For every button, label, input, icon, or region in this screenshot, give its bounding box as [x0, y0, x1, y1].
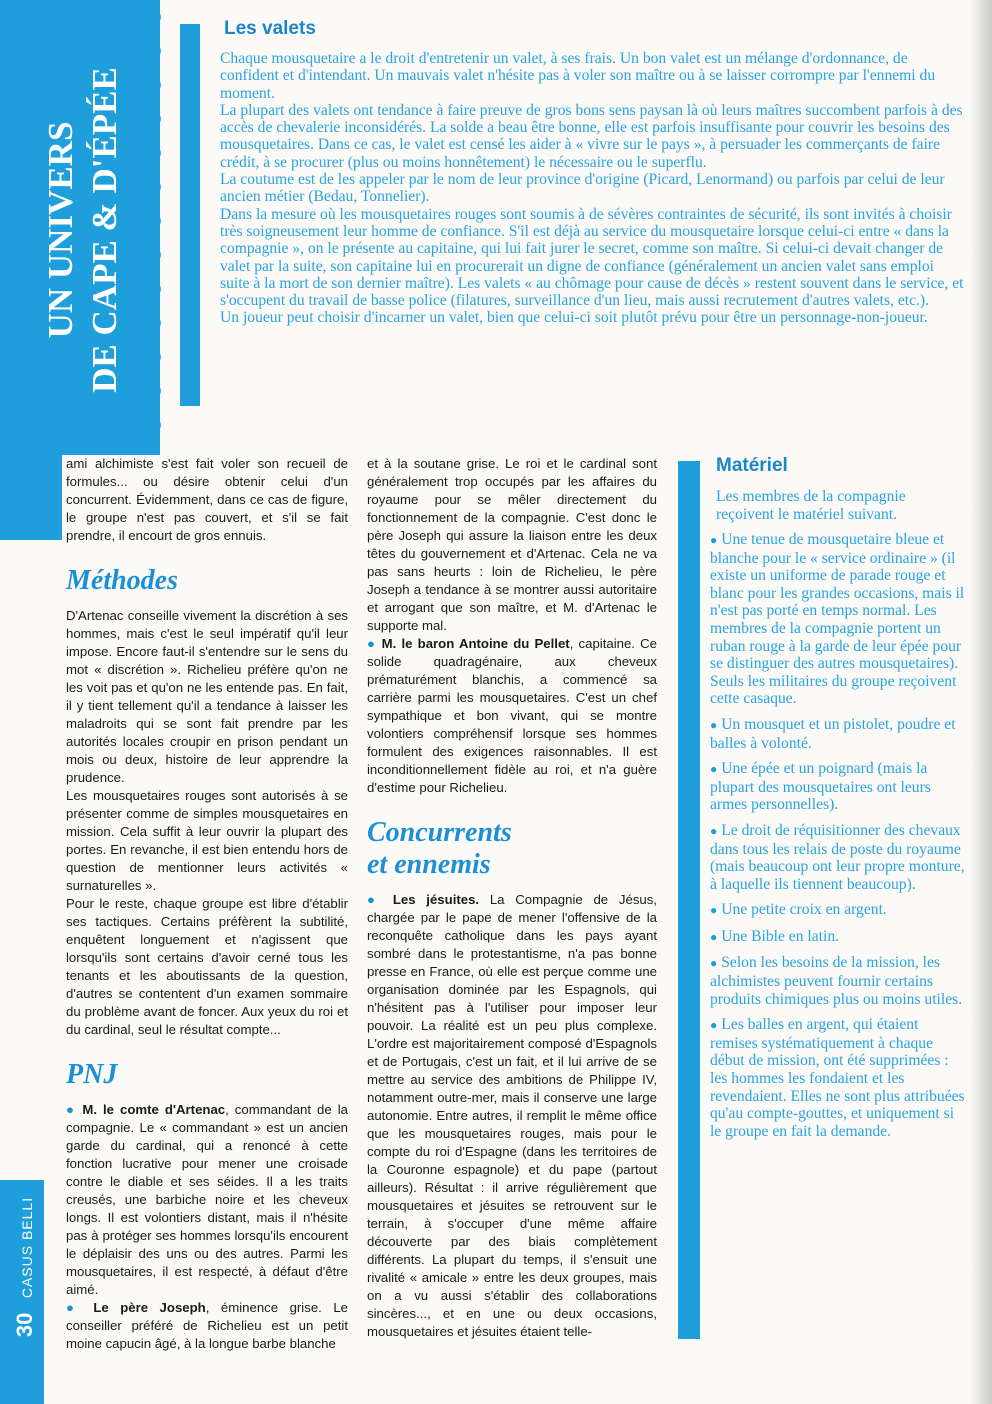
methodes-paragraph: D'Artenac conseille vivement la discrétion à ses hommes, mais c'est le seul impératif qu'il leur impose. Encore faut-il s'entendre sur le sens du mot « discrétion ». Richelieu préfère qu'on ne les voit pas et qu'on ne les entende pas. En fait, il y tient tellement qu'il a tendance à laisser les maladroits qui se sont fait prendre par les autorités locales croupir en prison pendant un mois ou deux, histoire de leur apprendre la prudence. — [66, 608, 348, 785]
section-title-line2: DE CAPE & D'ÉPÉE — [85, 67, 124, 393]
materiel-item — [710, 901, 966, 920]
pnj-entry — [367, 635, 657, 797]
valets-box — [180, 18, 970, 390]
enemy-name: Les jésuites. — [392, 892, 480, 907]
page-edge-shadow — [970, 0, 992, 1404]
pnj-continuation: et à la soutane grise. Le roi et le cardinal sont généralement trop occupés par les affaires du royaume pour se mêler directement du fonctionnement de la compagnie. C'est donc le père Joseph qui assure la liaison entre les deux têtes du gouvernement et d'Artenac. Cela ne va pas sans heurts : loin de Richelieu, le père Joseph a tendance à se montrer aussi autoritaire et arrogant que son maître, et M. d'Artenac le supporte mal. — [367, 456, 657, 633]
valets-paragraph: La plupart des valets ont tendance à faire preuve de gros bons sens paysan là où leurs maîtres succombent parfois à des accès de chevalerie inconsidérés. La solde a beau être bonne, elle est parfois insuffisante pour couvrir les besoins des mousquetaires. Dans ce cas, le valet est censé les aider à « vivre sur le pays », à persuader les commerçants de faire crédit, à se procurer (plus ou moins honnêtement) le nécessaire ou le superflu. — [220, 101, 963, 171]
valets-title: Les valets — [224, 18, 316, 39]
materiel-box-bar — [678, 461, 700, 1339]
intro-paragraph: ami alchimiste s'est fait voler son recueil de formules... ou désire obtenir celui d'un concurrent. Évidemment, dans ce cas de figure, le groupe n'est pas couvert, et s'il se fait prendre, il encourt de gros ennuis. — [66, 456, 348, 543]
enemy-description: La Compagnie de Jésus, chargée par le pape de mener l'offensive de la reconquête catholique dans les pays ayant sombré dans le protestantisme, n'a pas bonne presse en France, où elle est perçue comme une organisation dominée par les Espagnols, qui n'hésitent pas à l'utiliser pour imposer leur pouvoir. La réalité est un peu plus complexe. L'ordre est majoritairement composé d'Espagnols et de Portugais, c'est un fait, et il lui arrive de se mettre au service des ambitions de Philippe IV, notamment outre-mer, mais il conserve une large autonomie. Entre autres, il remplit le même office que les mousquetaires rouges, mais pour le compte du roi d'Espagne (dans les territoires de la Couronne espagnole) et du pape (partout ailleurs). Résultat : il arrive régulièrement que mousquetaires et jésuites se retrouvent sur le terrain, à s'occuper d'une même affaire découverte par des biais complètement différents. La plupart du temps, il s'ensuit une rivalité « amicale » entre les deux groupes, mais on a vu aussi s'établir des collaborations sincères..., et en une ou deux occasions, mousquetaires et jésuites étaient telle- — [367, 892, 658, 1339]
pnj-description: , capitaine. Ce solide quadragénaire, aux cheveux prématurément blanchis, a commencé sa carrière parmi les mousquetaires. C'est un chef sympathique et bon vivant, qui se montre volontiers compréhensif lorsque ses hommes formulent des exigences raisonnables. Il est inconditionnellement fidèle au roi, et n'a guère d'estime pour Richelieu. — [367, 636, 658, 795]
enemy-entry — [367, 891, 657, 1341]
column-left — [66, 455, 348, 1353]
page-footer — [12, 1180, 38, 1350]
materiel-item — [710, 1016, 966, 1140]
materiel-intro: Les membres de la compagnie reçoivent le matériel suivant. — [716, 488, 906, 523]
materiel-item-text: Selon les besoins de la mission, les alchimistes peuvent fournir certains produits chimiques plus ou moins utiles. — [710, 954, 963, 1008]
methodes-heading: Méthodes — [66, 565, 178, 596]
valets-paragraph: La coutume est de les appeler par le nom de leur province d'origine (Picard, Lenormand) ou parfois par celui de leur ancien métier (Bedau, Tonnelier). — [220, 171, 945, 206]
materiel-title: Matériel — [716, 455, 788, 476]
materiel-list — [710, 531, 966, 1148]
bullet-icon: ● — [710, 1018, 718, 1033]
materiel-item-text: Une épée et un poignard (mais la plupart des mousquetaires ont leurs armes personnelles). — [710, 760, 931, 814]
materiel-item — [710, 822, 966, 893]
magazine-name: CASUS BELLI — [19, 1196, 36, 1299]
materiel-item-text: Une petite croix en argent. — [721, 901, 887, 919]
bullet-icon: ● — [710, 903, 718, 918]
pnj-description: , commandant de la compagnie. Le « commandant » est un ancien garde du cardinal, qui a renoncé à cette fonction lucrative pour mener une croisade contre le diable et ses séides. Il a les traits creusés, une barbiche noire et les cheveux longs. Il est volontiers distant, mais il n'hésite pas à protéger ses hommes lorsqu'ils encourent le déplaisir des uns ou des autres. Parmi les mousquetaires, il est respecté, à défaut d'être aimé. — [66, 1102, 348, 1297]
valets-paragraph: Un joueur peut choisir d'incarner un valet, bien que celui-ci soit plutôt prévu pour être un personnage-non-joueur. — [220, 309, 928, 327]
materiel-item-text: Un mousquet et un pistolet, poudre et balles à volonté. — [710, 715, 956, 752]
concurrents-heading-line1: Concurrents — [367, 817, 512, 848]
bullet-icon: ● — [367, 892, 383, 907]
valets-box-bar — [180, 24, 200, 406]
valets-body — [220, 50, 965, 327]
pnj-name: M. le comte d'Artenac — [82, 1102, 226, 1117]
bullet-icon: ● — [367, 636, 377, 651]
materiel-item — [710, 928, 966, 947]
bullet-icon: ● — [710, 929, 718, 944]
valets-paragraph: Dans la mesure où les mousquetaires rouges sont soumis à de sévères contraintes de sécurité, ils sont invités à choisir très soigneusement leur homme de confiance. S'il est déjà au service du mousquetaire lorsque celui-ci entre « dans la compagnie », on le présente au capitaine, qui lui fait jurer le secret, comme son maître. Si celui-ci devait changer de valet par la suite, son capitaine lui en procurerait un digne de confiance (généralement un ancien valet sans emploi suite à la mort de son dernier maître). Les valets « au chômage pour cause de décès » restent souvent dans le service, et s'occupent du travail de basse police (filatures, surveillance d'un lieu, mais aussi recrutement d'autres valets, etc.). — [220, 205, 964, 310]
materiel-item — [710, 954, 966, 1008]
materiel-item — [710, 760, 966, 814]
bullet-icon: ● — [66, 1300, 82, 1315]
section-title — [8, 30, 158, 430]
column-middle — [367, 455, 657, 1341]
materiel-item — [710, 716, 966, 752]
section-title-line1: UN UNIVERS — [41, 121, 80, 339]
pnj-entry — [66, 1101, 348, 1299]
pnj-entry — [66, 1299, 348, 1353]
materiel-box — [678, 455, 970, 1340]
pnj-heading: PNJ — [66, 1059, 118, 1090]
left-decor-strip — [0, 455, 62, 540]
materiel-item-text: Une tenue de mousquetaire bleue et blanche pour le « service ordinaire » (il existe un uniforme de parade rouge et blanc pour les grandes occasions, mais il n'est pas porté en temps normal. Les membres de la compagnie portent un ruban rouge à la garde de leur épée pour se distinguer des autres mousquetaires). Seuls les militaires du groupe reçoivent cette casaque. — [710, 531, 965, 708]
bullet-icon: ● — [710, 533, 718, 547]
methodes-paragraph: Pour le reste, chaque groupe est libre d'établir ses tactiques. Certains préfèrent la subtilité, enquêtent longuement et n'agissent que lorsqu'ils sont certains d'avoir cerné tous les tenants et les aboutissants de la question, d'autres se contentent d'un examen sommaire du problème avant de foncer. Aux yeux du roi et du cardinal, seul le résultat compte... — [66, 896, 348, 1037]
concurrents-heading — [367, 817, 657, 881]
materiel-item — [710, 531, 966, 708]
pnj-description: , éminence grise. Le conseiller préféré de Richelieu est un petit moine capucin âgé, à la longue barbe blanche — [66, 1300, 348, 1351]
concurrents-heading-line2: et ennemis — [367, 849, 491, 880]
bullet-icon: ● — [710, 956, 718, 971]
materiel-item-text: Une Bible en latin. — [721, 927, 840, 945]
page-number: 30 — [12, 1312, 38, 1338]
pnj-name: M. le baron Antoine du Pellet — [381, 636, 570, 651]
materiel-item-text: Le droit de réquisitionner des chevaux dans tous les relais de poste du royaume (mais beaucoup ont leur propre monture, à laquelle ils tiennent beaucoup). — [710, 821, 965, 893]
valets-paragraph: Chaque mousquetaire a le droit d'entretenir un valet, à ses frais. Un bon valet est un mélange d'ordonnance, de confident et d'intendant. Un mauvais valet n'hésite pas à voler son maître ou à se laisser corrompre par l'ennemi du moment. — [220, 50, 936, 102]
bullet-icon: ● — [66, 1102, 77, 1117]
methodes-paragraph: Les mousquetaires rouges sont autorisés à se présenter comme de simples mousquetaires en mission. Cela suffit à leur ouvrir la plupart des portes. En revanche, il est bien entendu hors de question de mentionner leurs activités « surnaturelles ». — [66, 788, 348, 893]
bullet-icon: ● — [710, 717, 718, 732]
bullet-icon: ● — [710, 823, 718, 838]
pnj-name: Le père Joseph — [93, 1300, 206, 1315]
materiel-item-text: Les balles en argent, qui étaient remises systématiquement à chaque début de mission, ont été supprimées : les hommes les fondaient et les revendaient. Elles ne sont plus attribuées qu'au compte-gouttes, et uniquement si le groupe en fait la demande. — [710, 1016, 965, 1140]
bullet-icon: ● — [710, 762, 718, 777]
